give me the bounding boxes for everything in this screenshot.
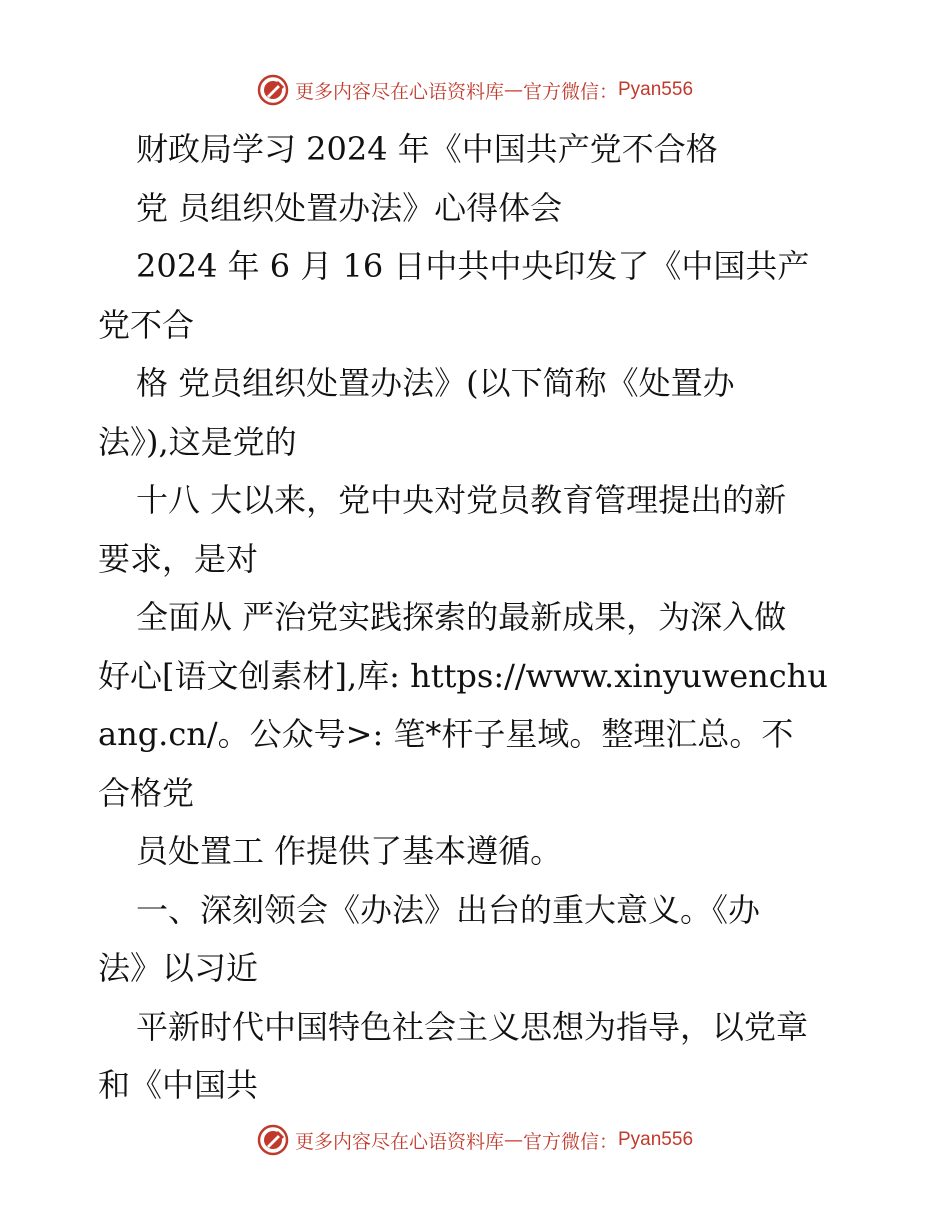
paragraph-line: 2024 年 6 月 16 日中共中央印发了《中国共产 — [136, 247, 810, 285]
paragraph-line: 要求，是对 — [98, 539, 259, 578]
paragraph-line: 合格党 — [98, 773, 195, 812]
paragraph-line: 平新时代中国特色社会主义思想为指导，以党章 — [136, 1007, 809, 1046]
paragraph-line: 法》以习近 — [98, 949, 259, 987]
footer-wechat-label: 官方微信： — [522, 1130, 618, 1153]
paragraph-line: 十八 大以来，党中央对党员教育管理提出的新 — [136, 481, 787, 519]
title-line-2: 党 员组织处置办法》心得体会 — [136, 188, 563, 227]
pen-seal-logo-icon — [257, 1124, 289, 1156]
banner-main-text: 更多内容尽在心语资料库 — [294, 80, 504, 103]
pen-seal-logo-icon — [257, 74, 289, 106]
document-body — [98, 120, 858, 1115]
footer-dash: — — [503, 1129, 523, 1151]
banner-wechat-label: 官方微信： — [522, 80, 618, 103]
paragraph-line: 和《中国共 — [98, 1066, 259, 1104]
paragraph-line: 好心[语文创素材],库: https://www.xinyuwenchu — [98, 656, 828, 695]
paragraph-line: 格 党员组织处置办法》(以下简称《处置办 — [136, 364, 735, 402]
paragraph-line: 一、深刻领会《办法》出台的重大意义。《办 — [136, 890, 761, 929]
title-line-1: 财政局学习 2024 年《中国共产党不合格 — [136, 130, 718, 168]
paragraph-line: 党不合 — [98, 305, 195, 344]
banner-dash: — — [503, 79, 523, 101]
paragraph-line: 全面从 严治党实践探索的最新成果，为深入做 — [136, 598, 787, 636]
paragraph-line: ang.cn/。公众号>: 笔*杆子星域。整理汇总。不 — [98, 715, 794, 753]
banner-wechat-account: Pyan556 — [618, 79, 694, 100]
paragraph-line: 法》),这是党的 — [98, 422, 297, 461]
paragraph-line: 员处置工 作提供了基本遵循。 — [136, 832, 563, 870]
footer-banner — [0, 1120, 950, 1160]
footer-main-text: 更多内容尽在心语资料库 — [294, 1130, 504, 1153]
footer-wechat-account: Pyan556 — [618, 1129, 694, 1150]
header-banner — [0, 70, 950, 110]
